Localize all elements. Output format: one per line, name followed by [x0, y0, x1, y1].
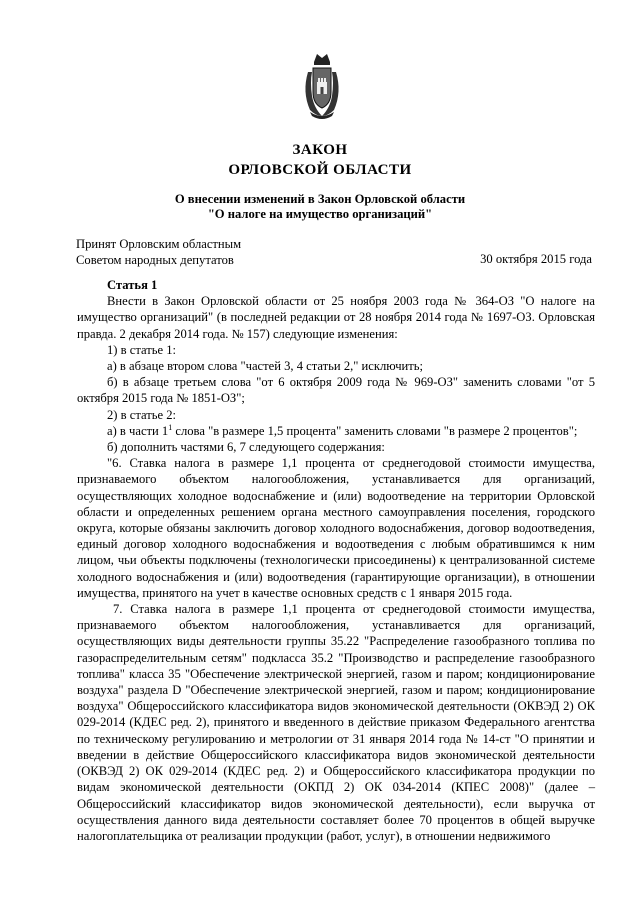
adopted-line-2: Советом народных депутатов	[76, 253, 234, 267]
law-subtitle	[0, 192, 640, 222]
item2a-after: слова "в размере 1,5 процента" заменить словами "в размере 2 процентов";	[172, 423, 578, 438]
item2a-before: а) в части 1	[107, 423, 169, 438]
paragraph-item1b: б) в абзаце третьем слова "от 6 октября 2009 года № 969-ОЗ" заменить словами "от 5 октября 2015 года № 1851-ОЗ";	[77, 375, 595, 406]
paragraph-part7: 7. Ставка налога в размере 1,1 процента от среднегодовой стоимости имущества, признаваемого объектом налогообложения, устанавливается для организаций, осуществляющих виды деятельности группы 35.22 "Распределение газообразного топлива по газораспределительным сетям" подкласса 35.2 "Производство и распределение газообразного топлива" класса 35 "Обеспечение электрической энергией, газом и паром; кондиционирование воздуха" раздела D "Обеспечение электрической энергией, газом и паром; кондиционирование воздуха" Общероссийского классификатора видов экономической деятельности (ОКВЭД 2) ОК 029-2014 (КДЕС ред. 2), принятого и введенного в действие приказом Федерального агентства по техническому регулированию и метрологии от 31 января 2014 года № 14-ст "О принятии и введении в действие Общероссийского классификатора видов экономической деятельности (ОКВЭД 2) ОК 029-2014 (КДЕС ред. 2) и Общероссийского классификатора продукции по видам экономической деятельности (ОКПД 2) ОК 034-2014 (КПЕС 2008)" (далее – Общероссийский классификатор видов экономической деятельности), если выручка от осуществления данного вида деятельности составляет более 70 процентов в общей выручке налогоплательщика от реализации продукции (работ, услуг), в отношении недвижимого	[77, 602, 595, 843]
paragraph-intro: Внести в Закон Орловской области от 25 ноября 2003 года № 364-ОЗ "О налоге на имущество организаций" (в последней редакции от 28 ноября 2014 года № 1697-ОЗ. Орловская правда. 2 декабря 2014 года. № 157) следующие изменения:	[77, 294, 595, 341]
subtitle-line-1: О внесении изменений в Закон Орловской области	[174, 192, 466, 206]
paragraph-part6: "6. Ставка налога в размере 1,1 процента от среднегодовой стоимости имущества, признаваемого объектом налогообложения, устанавливается для организаций, осуществляющих холодное водоснабжение и (или) водоотведение на территории Орловской области и определенных решением органа местного самоуправления поселения, городского округа, которые обязаны заключить договор холодного водоснабжения, договор водоотведения, единый договор холодного водоснабжения и водоотведения с любым обратившимся к ним лицом, чьи объекты подключены (технологически присоединены) к централизованной системе холодного водоснабжения и (или) водоотведения (гарантирующие организации), в отношении имущества, принятого на учет в качестве основных средств с 1 января 2015 года.	[77, 456, 595, 600]
coat-of-arms-icon	[300, 52, 344, 120]
paragraph-item1: 1) в статье 1:	[107, 342, 177, 357]
article-heading: Статья 1	[107, 278, 158, 292]
paragraph-item2: 2) в статье 2:	[107, 407, 177, 422]
paragraph-item2b: б) дополнить частями 6, 7 следующего содержания:	[107, 440, 385, 455]
adopted-by	[76, 236, 241, 268]
law-title: ЗАКОН	[292, 142, 348, 158]
document-body	[77, 277, 595, 844]
adopted-line-1: Принят Орловским областным	[76, 237, 242, 251]
adopted-date: 30 октября 2015 года	[480, 252, 592, 266]
subtitle-line-2: "О налоге на имущество организаций"	[207, 207, 433, 221]
paragraph-item2a	[77, 423, 595, 439]
item2a-superscript: 1	[168, 422, 173, 432]
region-title: ОРЛОВСКОЙ ОБЛАСТИ	[228, 162, 412, 178]
paragraph-item1a: а) в абзаце втором слова "частей 3, 4 статьи 2," исключить;	[107, 359, 424, 374]
